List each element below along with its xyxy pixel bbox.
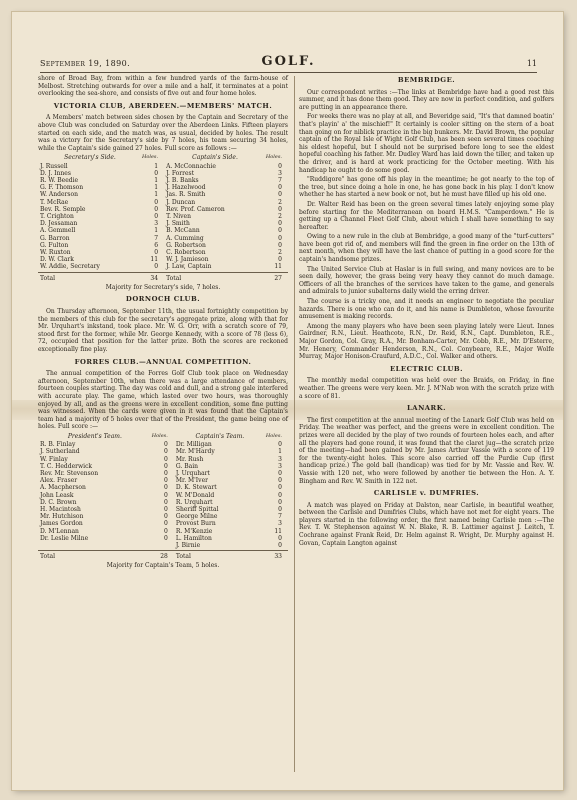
player-right: A. McConnachie [166,162,216,170]
holes-left: 0 [154,263,159,271]
player-right: G. Robertson [166,241,206,249]
lanark-body: The first competition at the annual meeting of the Lanark Golf Club was held on Friday. The weather was perfect, and the greens were in excellent condition. The prizes were all decided by the play of two rounds of fourteen holes each, and after all the players had gone round, it was found that the claret jug—the scratch prize of the meeting—had been gained by Mr. James Arthur Vassie with a score of 119 for the twenty-eight holes. This score also carried off the Purdie Cup (first handicap prize.) The gold ball (handicap) was tied for by Mr. Vassie and Rev. W. Vassie with 120 net, who were followed by another tie between the Hon. A. Y. Bingham and Rev. W. Smith in 122 net. [299,416,554,485]
holes-left: 1 [154,227,159,235]
score-row [38,456,288,463]
player-right: A. Cumming [166,234,204,242]
holes-right: 0 [278,469,282,477]
holes-left: 1 [154,184,159,192]
player-left: D. Jessaman [40,220,78,228]
holes-left: 0 [164,455,168,463]
player-right: L. Hamilton [175,534,212,542]
player-left: W. Anderson [40,191,78,199]
forres-total-rule [38,550,288,551]
player-right: T. Niven [166,212,191,220]
score-row [38,520,288,527]
bembridge-paragraph: Owing to a new rule in the club at Bembridge, a good many of the "turf-cutters" have been got rid of, and members will find the green in fine order on the 13th of next month, when they will have the last chance of putting in a good score for the captain's handsome prizes. [299,233,554,264]
victoria-score-table [38,154,288,281]
player-right: D. K. Stewart [175,484,217,492]
player-left: R. W. Beedie [40,176,79,184]
player-left: J. Russell [40,162,68,170]
carlisle-body: A match was played on Friday at Dalston, near Carlisle, in beautiful weather, between the Carlisle and Dumfries Clubs, which have not met for eight years. The players started in the following order, the first named being Carlisle men :—The Rev. T. W. Stephenson against W. N. Blake, R. B. Lattimer against J. Leitch, T. Cochrane against Frank Reid, Dr. Helm against R. Wright, Dr. Murphy against H. Govan, Captain Langton against [299,501,554,547]
player-right: R. Urquhart [175,498,213,506]
player-right: George Milne [175,513,218,521]
score-row [38,191,288,198]
player-right: J. Duncan [166,198,196,206]
dornoch-body: On Thursday afternoon, September 11th, the usual fortnightly competition by the members of this club for the secretary's aggregate prize, along with that for Mr. Urquhart's inkstand, took place. Mr. W. G. Orr, with a scratch score of 79, stood first for the former, while Mr. George Kennedy, with a score of 78 (less 6), 72, occupied that position for the latter prize. Both the scores are reckoned exceptionally fine play. [38,307,288,353]
bembridge-paragraph: Among the many players who have been seen playing lately were Lieut. Innes Gairdner, R.N., Lieut. Heathcote, R.N., Dr. Reid, R.N., Capt. Dumbleton, R.E., Major Gordon, Col. Gray, R.A., Mr. Bonham-Carter, Mr. Cobb, R.E., Mr. D'Esterre, Mr. Henery, Commander Henderson, R.N., Col. Conybeare, R.E., Major Wolfe Murray, Major Honison-Craufurd, A.D.C., Col. Walker and others. [299,322,554,361]
dornoch-heading: DORNOCH CLUB. [125,295,201,304]
forres-left-total: 28 [160,553,168,561]
holes-right: 3 [278,455,282,463]
holes-left: 0 [154,248,159,256]
victoria-left-head: Secretary's Side. [64,154,116,162]
score-row [38,513,288,520]
holes-left: 3 [154,220,159,228]
holes-left: 0 [164,520,168,528]
player-left: A. Gemmell [40,227,76,235]
holes-left: 0 [164,491,168,499]
holes-right: 2 [278,198,282,206]
holes-right: 0 [278,220,282,228]
score-row [38,256,288,263]
holes-left: 7 [154,234,159,242]
holes-right: 0 [278,484,282,492]
holes-left: 6 [154,241,159,249]
left-column [38,75,288,572]
holes-right: 11 [274,263,282,271]
forres-rows [38,441,288,549]
victoria-majority: Majority for Secretary's side, 7 holes. [105,283,221,291]
forres-right-head: Captain's Team. [195,432,245,440]
player-left: T. McRae [40,198,69,206]
player-right: Rev. Prof. Cameron [166,205,225,213]
column-divider [294,76,295,772]
holes-left: 0 [164,441,168,449]
bembridge-heading: BEMBRIDGE. [397,76,456,84]
lanark-heading: LANARK. [407,404,446,413]
forres-holes-label-left: Holes. [151,432,168,439]
player-left: D. C. Brown [40,498,77,506]
holes-right: 11 [274,527,282,535]
score-row [38,184,288,191]
holes-left: 0 [164,484,168,492]
score-row [38,542,288,549]
player-left: T. Crighton [40,212,74,220]
holes-right: 7 [278,176,282,184]
victoria-holes-label-left: Holes. [141,154,159,161]
bembridge-paragraph: The course is a tricky one, and it needs an engineer to negotiate the peculiar hazards. There is one who can do it, and his name is Dumbleton, whose favourite amusement is making records. [299,298,554,321]
forres-majority: Majority for Captain's Team, 5 holes. [106,562,220,570]
holes-left: 0 [164,513,168,521]
forres-right-total: 33 [274,553,282,561]
electric-body: The monthly medal competition was held over the Braids, on Friday, in fine weather. The greens were very keen. Mr. J. M'Nab won with the scratch prize with a score of 81. [299,377,554,400]
victoria-right-total: 27 [274,274,282,282]
player-right: J. Forrest [166,169,195,177]
holes-left: 0 [164,534,168,542]
bembridge-paragraph: "Ruddigore" has gone off his play in the meantime; he got nearly to the top of the tree, but since doing a hole in one, he has gone back in his play. I don't know whether he has started a new book or not, but he must have filled up his old one. [299,176,554,199]
holes-right: 3 [278,520,282,528]
bembridge-paragraph: Dr. Walter Reid has been on the green several times lately enjoying some play before starting for the Mediterranean on board H.M.S. "Camperdown." He is getting up a Channel Fleet Golf Club, about which I shall have something to say hereafter. [299,200,554,231]
score-row [38,163,288,170]
score-row [38,249,288,256]
score-row [38,263,288,270]
player-left: W. Finlay [40,455,68,463]
holes-left: 0 [164,498,168,506]
score-row [38,199,288,206]
player-right: W. M'Donald [175,491,215,499]
holes-left [152,542,174,549]
holes-left: 11 [150,256,159,264]
holes-right: 0 [278,491,282,499]
player-right: Jas. R. Smith [166,191,206,199]
score-row [38,484,288,491]
player-left: R. B. Finlay [40,441,76,449]
victoria-body: A Members' match between sides chosen by the Captain and Secretary of the above Club was concluded on Saturday over the Aberdeen Links. Fifteen players started on each side, and the match was, as usual, decided by holes. The result was a victory for the Secretary's side by 7 holes, his team securing 34 holes, while the Captain's side gained 27 holes. Full score as follows :— [38,114,288,152]
holes-left: 0 [164,477,168,485]
player-right: C. Robertson [166,248,206,256]
score-row [38,506,288,513]
holes-right: 7 [278,513,282,521]
holes-left: 0 [164,462,168,470]
holes-right: 0 [278,191,282,199]
holes-right: 0 [278,205,282,213]
player-left: A. Macpherson [40,484,86,492]
holes-right: 2 [278,212,282,220]
player-left: Alex. Fraser [40,477,78,485]
player-right: B. McCann [166,227,200,235]
score-row [38,492,288,499]
score-row [38,535,288,542]
holes-right: 0 [278,162,282,170]
player-left: G. Fulton [40,241,69,249]
issue-date: September 19, 1890. [40,59,131,68]
score-row [38,499,288,506]
forres-score-table [38,433,288,560]
victoria-total-label-left: Total [40,274,56,282]
player-left: H. Macintosh [40,505,81,513]
forres-holes-label-right: Holes. [265,432,282,439]
holes-right: 3 [278,462,282,470]
bembridge-paragraph: Our correspondent writes :—The links at Bembridge have had a good rest this summer, and it has done them good. They are now in perfect condition, and golfers are putting in an appearance there. [299,88,554,111]
player-right: J. Law, Captain [166,263,212,271]
player-left: Mr. Hutchison [40,513,84,521]
holes-left: 0 [154,169,159,177]
holes-left: 0 [154,212,159,220]
victoria-rows [38,163,288,271]
carlisle-heading: CARLISLE v. DUMFRIES. [373,489,480,498]
holes-left: 0 [154,198,159,206]
player-right: R. M'Kenzie [175,527,213,535]
score-row [38,220,288,227]
player-left: T. C. Hedderwick [40,462,93,470]
player-left: W. Ruxton [40,248,71,256]
player-left: J. Sutherland [40,448,80,456]
player-right: J. Smith [166,220,190,228]
player-left: Bev. R. Semple [40,205,86,213]
victoria-holes-label-right: Holes. [265,154,282,161]
player-left: D. W. Clark [40,256,74,264]
victoria-total-rule [38,272,288,273]
electric-heading: ELECTRIC CLUB. [389,364,464,373]
intro-paragraph: shore of Broad Bay, from within a few hundred yards of the farm-house of Melbost. Stretching outwards for over a mile and a half, it terminates at a point overlooking the sea-shore, and consists of five out and four home holes. [38,75,288,98]
player-right: Provost Burn [175,520,216,528]
player-right: G. Bain [175,462,199,470]
player-left: G. F. Thomson [40,184,84,192]
player-right: J. B. Banks [166,176,199,184]
score-row [38,477,288,484]
score-row [38,177,288,184]
score-row [38,441,288,448]
player-right: Dr. Milligan [175,441,212,449]
victoria-heading: VICTORIA CLUB, ABERDEEN.—MEMBERS' MATCH. [53,101,273,110]
holes-right: 0 [278,184,282,192]
running-header [40,54,537,70]
player-left: D. M'Lennan [40,527,79,535]
victoria-total-label-right: Total [166,274,182,282]
victoria-right-head: Captain's Side. [192,154,238,162]
holes-left: 1 [154,162,159,170]
player-right: J. Hazelwood [166,184,206,192]
holes-right: 0 [278,498,282,506]
player-right: Sheriff Spittal [175,505,219,513]
holes-right: 3 [278,169,282,177]
holes-left: 1 [154,191,159,199]
holes-left: 0 [164,505,168,513]
player-right: W. J. Jamieson [166,256,209,264]
bembridge-paragraph: The United Service Club at Haslar is in full swing, and many novices are to be seen daily, however, the grass being very heavy they cannot do much damage. Officers of all the branches of the services have taken to the game, and generals and admirals to junior subalterns daily wield the erring driver. [299,265,554,296]
score-row [38,227,288,234]
holes-left: 0 [164,469,168,477]
holes-right: 2 [278,248,282,256]
player-left: D. J. Innes [40,169,71,177]
score-row [38,235,288,242]
holes-right: 0 [278,256,282,264]
holes-right: 0 [278,505,282,513]
holes-right: 1 [278,448,282,456]
forres-body: The annual competition of the Forres Golf Club took place on Wednesday afternoon, September 10th, when there was a large attendance of members, fourteen couples starting. The day was cold and dull, and a strong gale interfered with accurate play. The game, which lasted over two hours, was thoroughly enjoyed by all, and as the greens were in excellent condition, some fine putting was witnessed. When the cards were given in it was found that the Captain's team had a majority of 5 holes over that of the President, the game being one of holes. Full score :— [38,370,288,431]
player-left [38,542,152,549]
score-row [38,463,288,470]
victoria-left-total: 34 [150,274,159,282]
player-left: Rev. Mr. Stevenson [40,469,99,477]
holes-left: 0 [154,205,159,213]
holes-right: 0 [278,534,282,542]
player-right: J. Birnie [175,541,201,549]
holes-right: 0 [278,441,282,449]
holes-left: 0 [164,448,168,456]
score-row [38,470,288,477]
holes-right: 0 [278,234,282,242]
header-rule [40,72,537,73]
score-row [38,448,288,455]
holes-right: 0 [278,477,282,485]
holes-left: 1 [154,176,159,184]
score-row [38,206,288,213]
score-row [38,528,288,535]
player-left: W. Addie, Secretary [40,263,100,271]
newspaper-page [12,12,563,790]
page-number: 11 [526,59,537,68]
player-right: Mr. M'Iver [175,477,208,485]
player-left: G. Barron [40,234,70,242]
player-right: Mr. M'Hardy [175,448,215,456]
holes-left: 0 [164,527,168,535]
holes-right: 0 [278,541,282,549]
player-right: J. Urquhart [175,469,210,477]
bembridge-article [299,89,554,361]
score-row [38,213,288,220]
player-left: Dr. Leslie Milne [40,534,89,542]
right-column [299,75,554,549]
forres-heading: FORRES CLUB.—ANNUAL COMPETITION. [74,357,252,366]
forres-left-head: President's Team. [67,432,122,440]
score-row [38,242,288,249]
holes-right: 0 [278,227,282,235]
player-left: John Leask [40,491,74,499]
holes-right: 0 [278,241,282,249]
bembridge-paragraph: For weeks there was no play at all, and Beveridge said, "It's that damned boatin' that's playin' a' the mischief!" It certainly is cooler sitting on the stern of a boat than going on for niblick practice in the big bunkers. Mr. David Brown, the popular captain of the Royal Isle of Wight Golf Club, has been seen several times coaching his eldest hopeful, but I should not be surprised before long to see the eldest hopeful coaching his father. Mr. Dudley Ward has laid down the tiller, and taken up the driver, and is hard at work practicing for the October meeting. With his handicap he ought to do some good. [299,113,554,174]
player-left: James Gordon [40,520,83,528]
player-right: Mr. Rush [175,455,204,463]
publication-title: GOLF. [261,54,316,69]
forres-total-label-right: Total [175,553,191,561]
forres-total-label-left: Total [40,553,56,561]
score-row [38,170,288,177]
